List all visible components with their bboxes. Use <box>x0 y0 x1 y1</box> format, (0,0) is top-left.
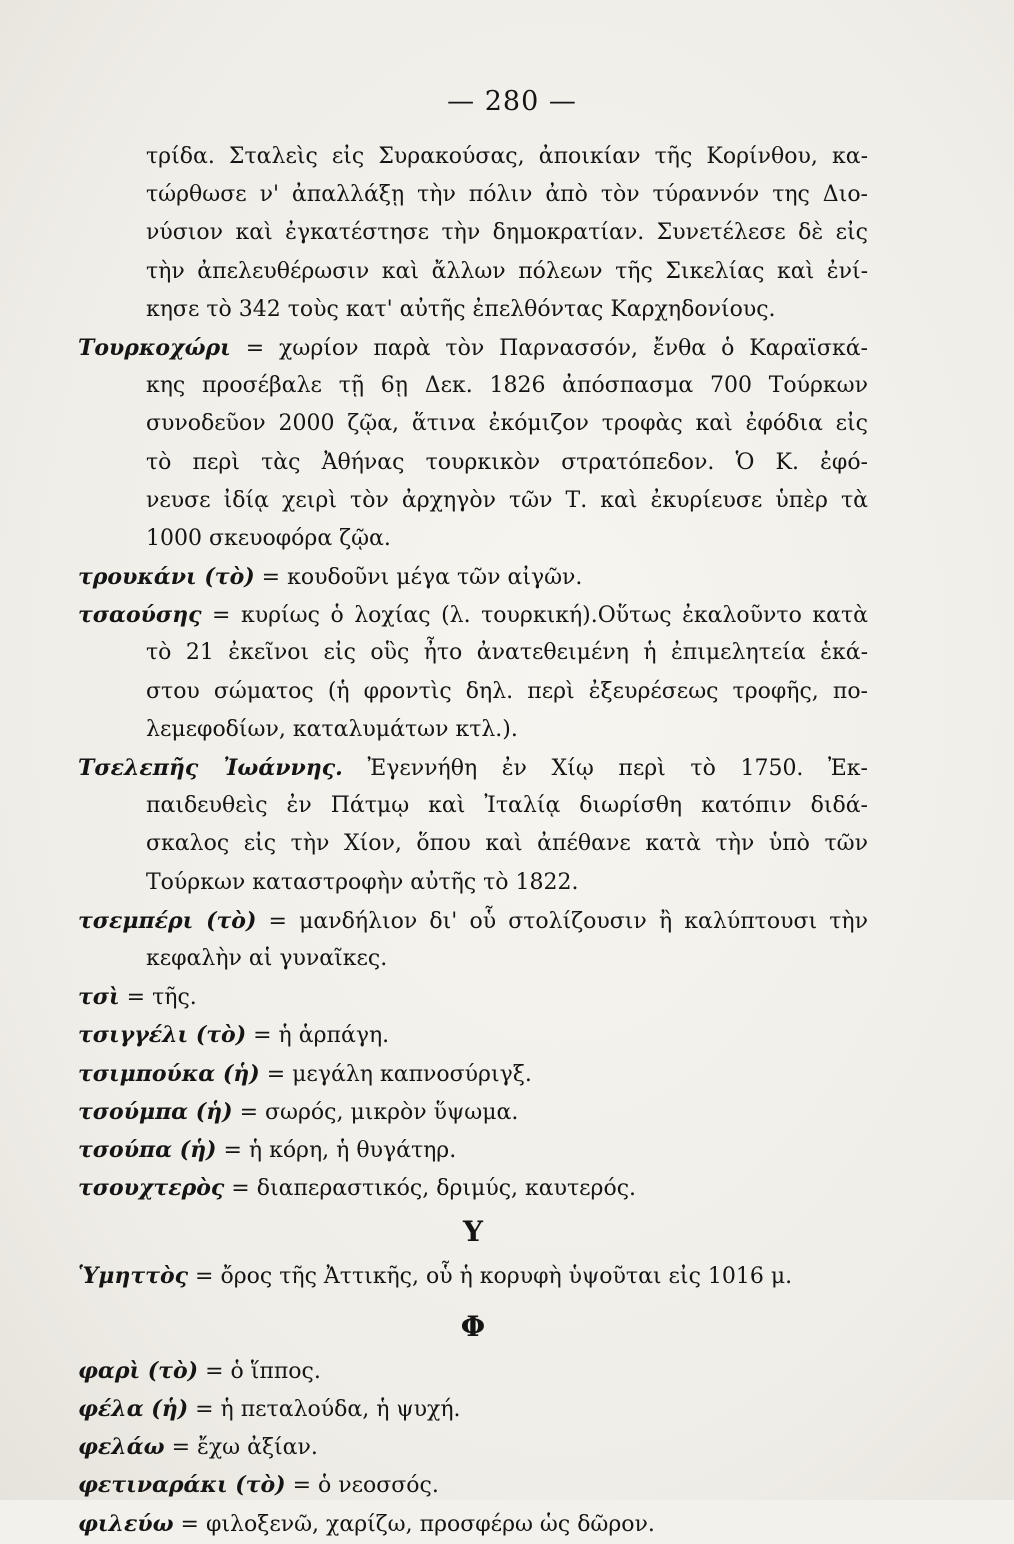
entry-headword: τσιγγέλι (τὸ) <box>78 1022 247 1049</box>
text-line: λεμεφοδίων, καταλυμάτων κτλ.). <box>146 716 518 742</box>
page-body <box>78 138 868 1543</box>
entry-definition: = φιλοξενῶ, χαρίζω, προσφέρω ὡς δῶρον. <box>173 1511 655 1537</box>
entry-headword: φέλα (ἡ) <box>78 1396 189 1422</box>
entry-tsingeli <box>78 1016 868 1054</box>
entry-headword: τσαούσης <box>78 602 202 629</box>
entry-tsemperi <box>78 902 868 940</box>
entry-ymittos <box>78 1257 868 1295</box>
entry-fetinaraki <box>78 1466 868 1504</box>
text-line: νευσε ἰδίᾳ χειρὶ τὸν ἀρχηγὸν τῶν Τ. καὶ ἐκυρίευσε ὑπὲρ τὰ <box>146 487 868 513</box>
entry-fileyo <box>78 1505 868 1543</box>
entry-headword: τσεμπέρι (τὸ) <box>78 907 257 934</box>
entry-definition: = διαπεραστικός, δριμύς, καυτερός. <box>224 1176 637 1202</box>
section-letter-phi: Φ <box>460 1309 486 1343</box>
text-line: Τούρκων καταστροφὴν αὐτῆς τὸ 1822. <box>146 869 579 895</box>
entry-tsoumpa <box>78 1093 868 1131</box>
section-letter-ypsilon: Υ <box>463 1215 483 1249</box>
entry-definition: = ἡ ἁρπάγη. <box>246 1023 390 1049</box>
entry-headword: φαρὶ (τὸ) <box>78 1357 199 1384</box>
entry-headword: τσιμπούκα (ἡ) <box>78 1060 260 1087</box>
entry-definition: = μανδήλιον δι' οὗ στολίζουσιν ἢ καλύπτουσι τὴν <box>256 908 868 934</box>
text-line: συνοδεῦον 2000 ζῷα, ἅτινα ἐκόμιζον τροφὰς καὶ ἐφόδια εἰς <box>146 411 868 437</box>
text-line: τὴν ἀπελευθέρωσιν καὶ ἄλλων πόλεων τῆς Σικελίας καὶ ἐνί- <box>146 258 868 284</box>
entry-felao <box>78 1428 868 1466</box>
entry-definition: = ὁ ἵππος. <box>198 1358 321 1384</box>
entry-tselepis <box>78 749 868 787</box>
entry-definition: = τῆς. <box>119 985 197 1011</box>
entry-definition: = μεγάλη καπνοσύριγξ. <box>259 1061 532 1087</box>
entry-headword: φετιναράκι (τὸ) <box>78 1472 286 1499</box>
page-number: — 280 — <box>447 86 577 117</box>
entry-headword: τρουκάνι (τὸ) <box>78 564 255 591</box>
entry-definition: = ἔχω ἀξίαν. <box>164 1435 318 1461</box>
text-line: τώρθωσε ν' ἀπαλλάξῃ τὴν πόλιν ἀπὸ τὸν τύραννόν της Διο- <box>146 182 868 208</box>
text-line: 1000 σκευοφόρα ζῷα. <box>146 525 391 551</box>
entry-tsouchteros <box>78 1169 868 1207</box>
entry-definition: = χωρίον παρὰ τὸν Παρνασσόν, ἔνθα ὁ Καραϊσκά- <box>230 335 868 361</box>
entry-definition: = ὄρος τῆς Ἀττικῆς, οὗ ἡ κορυφὴ ὑψοῦται εἰς 1016 μ. <box>188 1264 793 1290</box>
entry-tsimpouka <box>78 1055 868 1093</box>
entry-headword: τσούπα (ἡ) <box>78 1136 217 1163</box>
entry-fari <box>78 1352 868 1390</box>
entry-tsoupa <box>78 1131 868 1169</box>
text-line: τὸ 21 ἐκεῖνοι εἰς οὓς ἦτο ἀνατεθειμένη ἡ ἐπιμελητεία ἑκά- <box>146 640 868 666</box>
entry-definition: = σωρός, μικρὸν ὕψωμα. <box>232 1099 519 1125</box>
entry-tourkochori <box>78 329 868 367</box>
entry-headword: φελάω <box>78 1434 165 1461</box>
entry-tsaousis <box>78 596 868 634</box>
entry-headword: Τουρκοχώρι <box>78 334 231 361</box>
entry-definition: = κυρίως ὁ λοχίας (λ. τουρκική).Οὕτως ἐκαλοῦντο κατὰ <box>201 603 868 629</box>
entry-headword: Τσελεπῆς Ἰωάννης. <box>78 755 343 781</box>
text-line: τρίδα. Σταλεὶς εἰς Συρακούσας, ἀποικίαν τῆς Κορίνθου, κα- <box>146 144 868 169</box>
text-line: παιδευθεὶς ἐν Πάτμῳ καὶ Ἰταλίᾳ διωρίσθη κατόπιν διδά- <box>146 793 868 819</box>
entry-fela <box>78 1390 868 1428</box>
entry-headword: φιλεύω <box>78 1510 174 1537</box>
text-line: κεφαλὴν αἱ γυναῖκες. <box>146 945 388 971</box>
text-line: τὸ περὶ τὰς Ἀθήνας τουρκικὸν στρατόπεδον. Ὁ Κ. ἐφό- <box>146 449 868 475</box>
entry-headword: Ὑμηττὸς <box>78 1263 189 1290</box>
entry-definition: = κουδοῦνι μέγα τῶν αἰγῶν. <box>254 565 583 591</box>
text-line: στου σώματος (ἡ φροντὶς δηλ. περὶ ἐξευρέσεως τροφῆς, πο- <box>146 678 868 704</box>
entry-definition: = ὁ νεοσσός. <box>285 1473 439 1499</box>
entry-definition: Ἐγεννήθη ἐν Χίῳ περὶ τὸ 1750. Ἐκ- <box>342 756 868 781</box>
entry-definition: = ἡ πεταλούδα, ἡ ψυχή. <box>188 1397 461 1422</box>
text-line: κησε τὸ 342 τοὺς κατ' αὐτῆς ἐπελθόντας Καρχηδονίους. <box>146 296 776 322</box>
entry-headword: τσουχτερὸς <box>78 1175 225 1202</box>
entry-definition: = ἡ κόρη, ἡ θυγάτηρ. <box>216 1137 457 1163</box>
entry-troukani <box>78 558 868 596</box>
text-line: νύσιον καὶ ἐγκατέστησε τὴν δημοκρατίαν. Συνετέλεσε δὲ εἰς <box>146 220 868 246</box>
entry-headword: τσούμπα (ἡ) <box>78 1098 233 1125</box>
entry-tsi <box>78 978 868 1016</box>
text-line: κης προσέβαλε τῇ 6ῃ Δεκ. 1826 ἀπόσπασμα 700 Τούρκων <box>146 373 868 399</box>
text-line: σκαλος εἰς τὴν Χίον, ὅπου καὶ ἀπέθανε κατὰ τὴν ὑπὸ τῶν <box>146 831 868 857</box>
entry-headword: τσὶ <box>78 984 120 1011</box>
